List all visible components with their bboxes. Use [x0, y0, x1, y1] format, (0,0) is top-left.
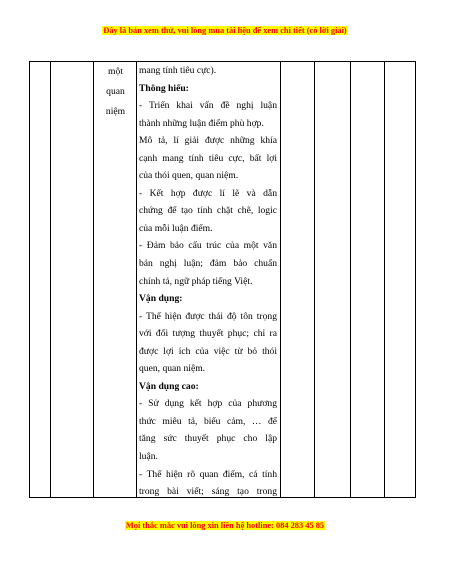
hotline-text: Mọi thắc mắc vui lòng xin liên hệ hotline: 084 283 45 85	[125, 521, 325, 530]
criteria-line: của thói quen, quan niệm.	[139, 170, 239, 182]
table-column-rule	[93, 61, 94, 498]
preview-notice-text: Đây là bản xem thử, vui lòng mua tài liệu để xem chi tiết (có lời giải)	[103, 26, 347, 35]
hotline-banner	[0, 520, 450, 531]
assessment-criteria-cell	[139, 62, 277, 501]
criteria-line: của mỗi luận điểm.	[139, 222, 213, 234]
content-unit-line: quan	[106, 86, 125, 97]
criteria-line: trong bài viết; sáng tạo trong	[139, 486, 277, 498]
criteria-line: mang tính tiêu cực).	[139, 65, 217, 76]
content-unit-cell	[95, 62, 136, 122]
table-column-rule	[29, 61, 30, 498]
criteria-line: - Kết hợp được lí lẽ và dẫn	[139, 187, 277, 199]
criteria-line: thức miêu tả, biểu cảm, … để	[139, 415, 277, 427]
criteria-line: chứng để tạo tính chặt chẽ, logic	[139, 205, 277, 217]
criteria-line: - Triển khai vấn đề nghị luận	[139, 100, 277, 112]
criteria-line: thành những luận điểm phù hợp.	[139, 117, 264, 129]
content-unit-line: một	[108, 66, 123, 77]
criteria-heading: Vận dụng cao:	[139, 380, 199, 392]
criteria-line: - Thể hiện rõ quan điểm, cá tính	[139, 468, 277, 480]
criteria-line: tăng sức thuyết phục cho lập	[139, 433, 277, 445]
criteria-line: cạnh mang tính tiêu cực, bất lợi	[139, 152, 277, 164]
criteria-line: Mô tả, lí giải được những khía	[139, 135, 277, 147]
table-column-rule	[350, 61, 351, 498]
criteria-line: - Sử dụng kết hợp của phương	[139, 398, 277, 410]
criteria-line: quen, quan niệm.	[139, 363, 206, 375]
criteria-line: luận.	[139, 451, 158, 463]
table-column-rule	[415, 61, 416, 498]
criteria-line: - Thể hiện được thái độ tôn trọng	[139, 310, 277, 322]
criteria-heading: Vận dụng:	[139, 293, 183, 305]
criteria-line: - Đảm bảo cấu trúc của một văn	[139, 240, 277, 252]
table-column-rule	[314, 61, 315, 498]
table-column-rule	[136, 61, 137, 498]
criteria-line: được lợi ích của việc từ bỏ thói	[139, 345, 277, 357]
criteria-line: bản nghị luận; đảm bảo chuẩn	[139, 258, 277, 270]
content-unit-line: niệm	[105, 106, 126, 117]
table-column-rule	[280, 61, 281, 498]
criteria-line: với đối tượng thuyết phục; chỉ ra	[139, 328, 277, 340]
criteria-line: chính tả, ngữ pháp tiếng Việt.	[139, 275, 253, 287]
table-column-rule	[50, 61, 51, 498]
criteria-heading: Thông hiểu:	[139, 82, 189, 94]
preview-notice-banner	[0, 25, 450, 36]
table-column-rule	[384, 61, 385, 498]
